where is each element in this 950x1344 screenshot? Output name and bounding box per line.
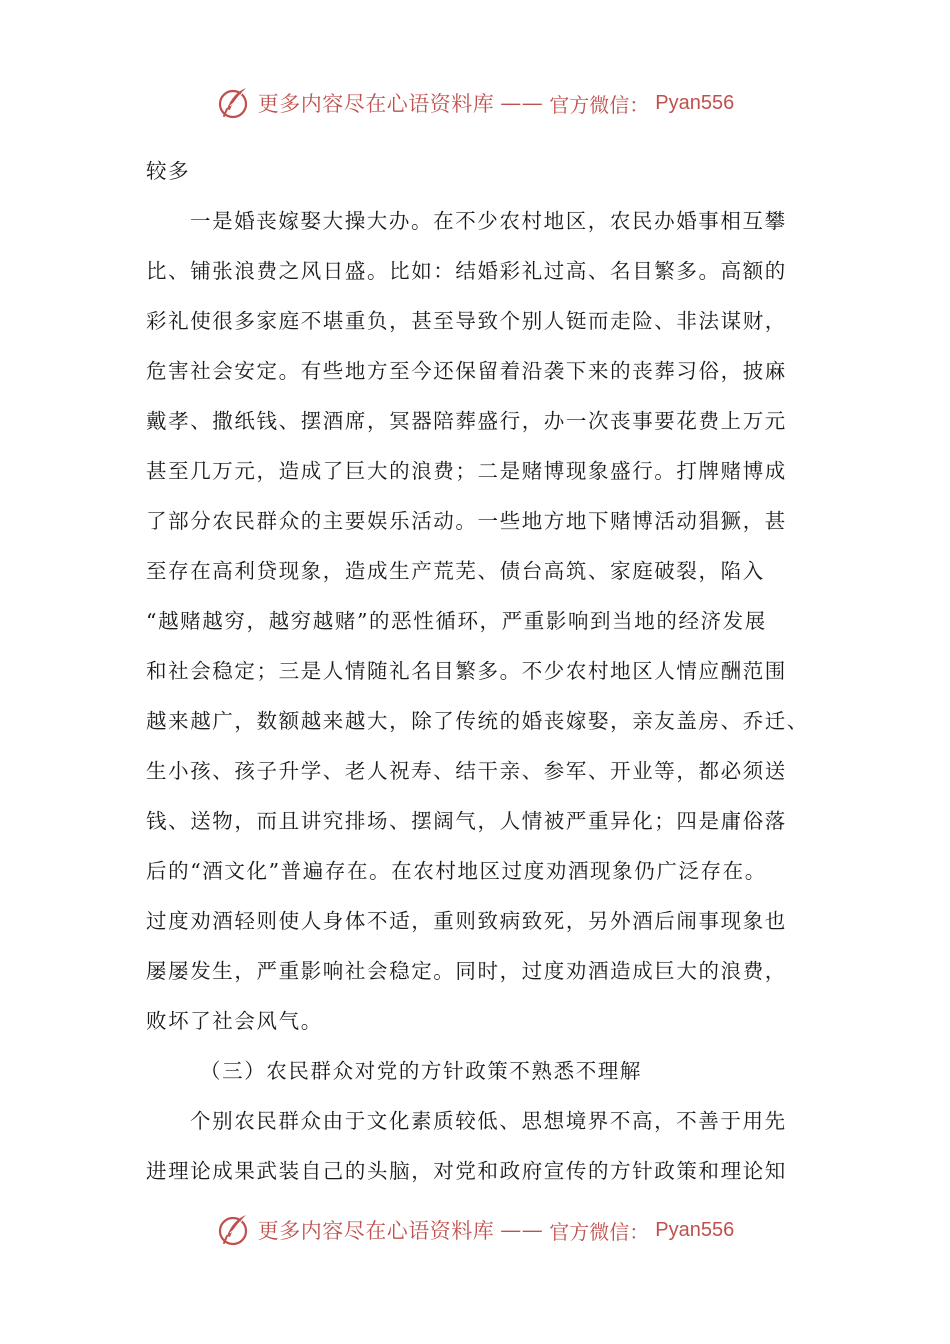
text-line: 越来越广，数额越来越大，除了传统的婚丧嫁娶，亲友盖房、乔迁、 <box>146 709 809 733</box>
text-line: 至存在高利贷现象，造成生产荒芜、债台高筑、家庭破裂，陷入 <box>146 559 765 583</box>
text-line: 甚至几万元，造成了巨大的浪费；二是赌博现象盛行。打牌赌博成 <box>146 459 787 483</box>
text-line: 比、铺张浪费之风日盛。比如：结婚彩礼过高、名目繁多。高额的 <box>146 259 787 283</box>
header-banner <box>0 83 950 123</box>
text-line: 生小孩、孩子升学、老人祝寿、结干亲、参军、开业等，都必须送 <box>146 759 787 783</box>
banner-dash: —— <box>500 91 544 115</box>
text-line: 较多 <box>146 159 191 183</box>
text-line: 过度劝酒轻则使人身体不适，重则致病致死，另外酒后闹事现象也 <box>146 909 787 933</box>
banner-slogan: 更多内容尽在心语资料库 <box>257 1219 495 1243</box>
text-line: “越赌越穷，越穷越赌”的恶性循环，严重影响到当地的经济发展 <box>146 609 767 633</box>
banner-slogan: 更多内容尽在心语资料库 <box>257 92 495 116</box>
banner-wechat-label: 官方微信： <box>549 1219 650 1244</box>
banner-wechat-id: Pyan556 <box>655 91 735 114</box>
banner-dash: —— <box>500 1218 544 1242</box>
text-line: 后的“酒文化”普遍存在。在农村地区过度劝酒现象仍广泛存在。 <box>146 859 767 883</box>
text-line: （三）农民群众对党的方针政策不熟悉不理解 <box>200 1059 642 1083</box>
text-line: 彩礼使很多家庭不堪重负，甚至导致个别人铤而走险、非法谋财， <box>146 309 787 333</box>
text-line: 进理论成果武装自己的头脑，对党和政府宣传的方针政策和理论知 <box>146 1159 787 1183</box>
text-line: 了部分农民群众的主要娱乐活动。一些地方地下赌博活动猖獗，甚 <box>146 509 787 533</box>
text-line: 危害社会安定。有些地方至今还保留着沿袭下来的丧葬习俗，披麻 <box>146 359 787 383</box>
text-line: 个别农民群众由于文化素质较低、思想境界不高，不善于用先 <box>190 1109 787 1133</box>
banner-wechat-label: 官方微信： <box>549 92 650 117</box>
text-line: 和社会稳定；三是人情随礼名目繁多。不少农村地区人情应酬范围 <box>146 659 787 683</box>
footer-banner <box>0 1210 950 1250</box>
text-line: 钱、送物，而且讲究排场、摆阔气，人情被严重异化；四是庸俗落 <box>146 809 787 833</box>
banner-wechat-id: Pyan556 <box>655 1218 735 1241</box>
text-line: 败坏了社会风气。 <box>146 1009 323 1033</box>
feather-pen-logo-icon <box>216 1212 252 1248</box>
feather-pen-logo-icon <box>216 85 252 121</box>
document-body <box>146 146 816 1196</box>
text-line: 一是婚丧嫁娶大操大办。在不少农村地区，农民办婚事相互攀 <box>190 209 787 233</box>
text-line: 戴孝、撒纸钱、摆酒席，冥器陪葬盛行，办一次丧事要花费上万元 <box>146 409 787 433</box>
text-line: 屡屡发生，严重影响社会稳定。同时，过度劝酒造成巨大的浪费， <box>146 959 787 983</box>
